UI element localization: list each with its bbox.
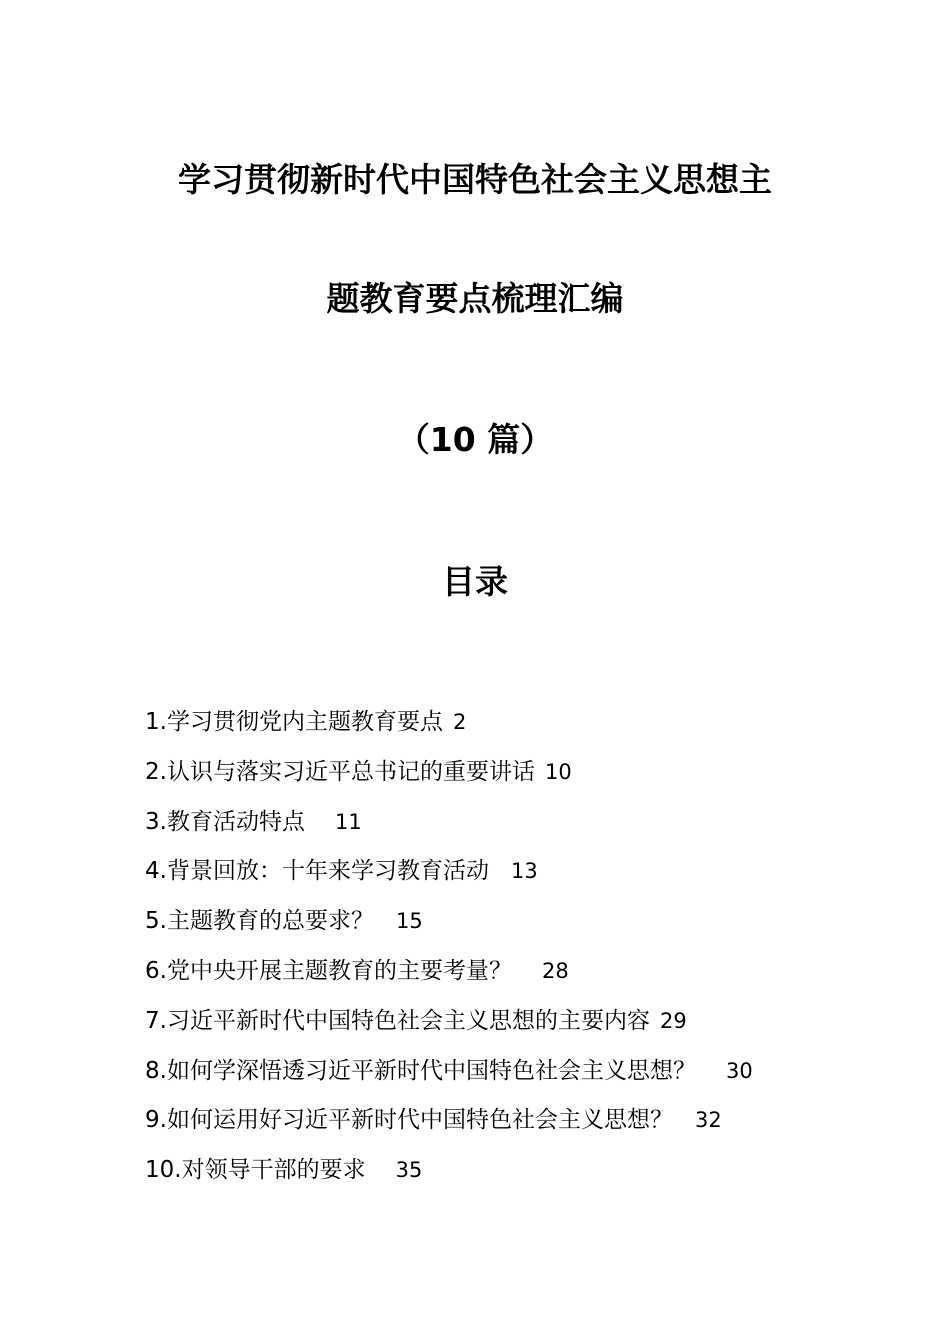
toc-item-3[interactable] xyxy=(145,800,905,850)
toc-item-10[interactable] xyxy=(145,1148,905,1198)
toc-item-4[interactable] xyxy=(145,849,905,899)
toc-item-page-number: 35 xyxy=(395,1158,423,1183)
toc-item-page-number: 32 xyxy=(694,1108,722,1133)
toc-item-5[interactable] xyxy=(145,899,905,949)
toc-item-7[interactable] xyxy=(145,999,905,1049)
table-of-contents xyxy=(145,700,905,1198)
toc-item-label: 5.主题教育的总要求？ xyxy=(145,908,374,935)
toc-item-page-number: 30 xyxy=(725,1058,753,1083)
toc-item-2[interactable] xyxy=(145,750,905,800)
toc-item-label: 1.学习贯彻党内主题教育要点 xyxy=(145,709,443,735)
toc-item-label: 9.如何运用好习近平新时代中国特色社会主义思想？ xyxy=(145,1107,673,1134)
toc-item-6[interactable] xyxy=(145,949,905,999)
toc-item-label: 10.对领导干部的要求 xyxy=(145,1157,366,1184)
toc-item-page-number: 10 xyxy=(544,759,572,784)
toc-item-label: 2.认识与落实习近平总书记的重要讲话 xyxy=(145,758,535,785)
toc-item-label: 7.习近平新时代中国特色社会主义思想的主要内容 xyxy=(145,1007,650,1034)
toc-item-page-number: 28 xyxy=(541,958,569,983)
toc-item-page-number: 29 xyxy=(659,1008,687,1033)
toc-item-9[interactable] xyxy=(145,1098,905,1148)
toc-item-page-number: 2 xyxy=(452,710,467,734)
toc-item-label: 3.教育活动特点 xyxy=(145,808,305,835)
toc-heading: 目录 xyxy=(442,562,508,601)
document-title-line-1: 学习贯彻新时代中国特色社会主义思想主 xyxy=(178,160,772,199)
toc-item-label: 4.背景回放：十年来学习教育活动 xyxy=(145,858,489,885)
toc-item-page-number: 13 xyxy=(510,859,538,884)
toc-item-8[interactable] xyxy=(145,1049,905,1099)
toc-item-page-number: 15 xyxy=(395,909,423,934)
toc-item-label: 8.如何学深悟透习近平新时代中国特色社会主义思想？ xyxy=(145,1057,696,1084)
toc-item-label: 6.党中央开展主题教育的主要考量？ xyxy=(145,957,512,984)
article-count-note: （10 篇） xyxy=(396,420,554,459)
toc-item-page-number: 11 xyxy=(334,809,362,834)
toc-item-1[interactable] xyxy=(145,700,905,750)
document-title-line-2: 题教育要点梳理汇编 xyxy=(326,279,624,318)
